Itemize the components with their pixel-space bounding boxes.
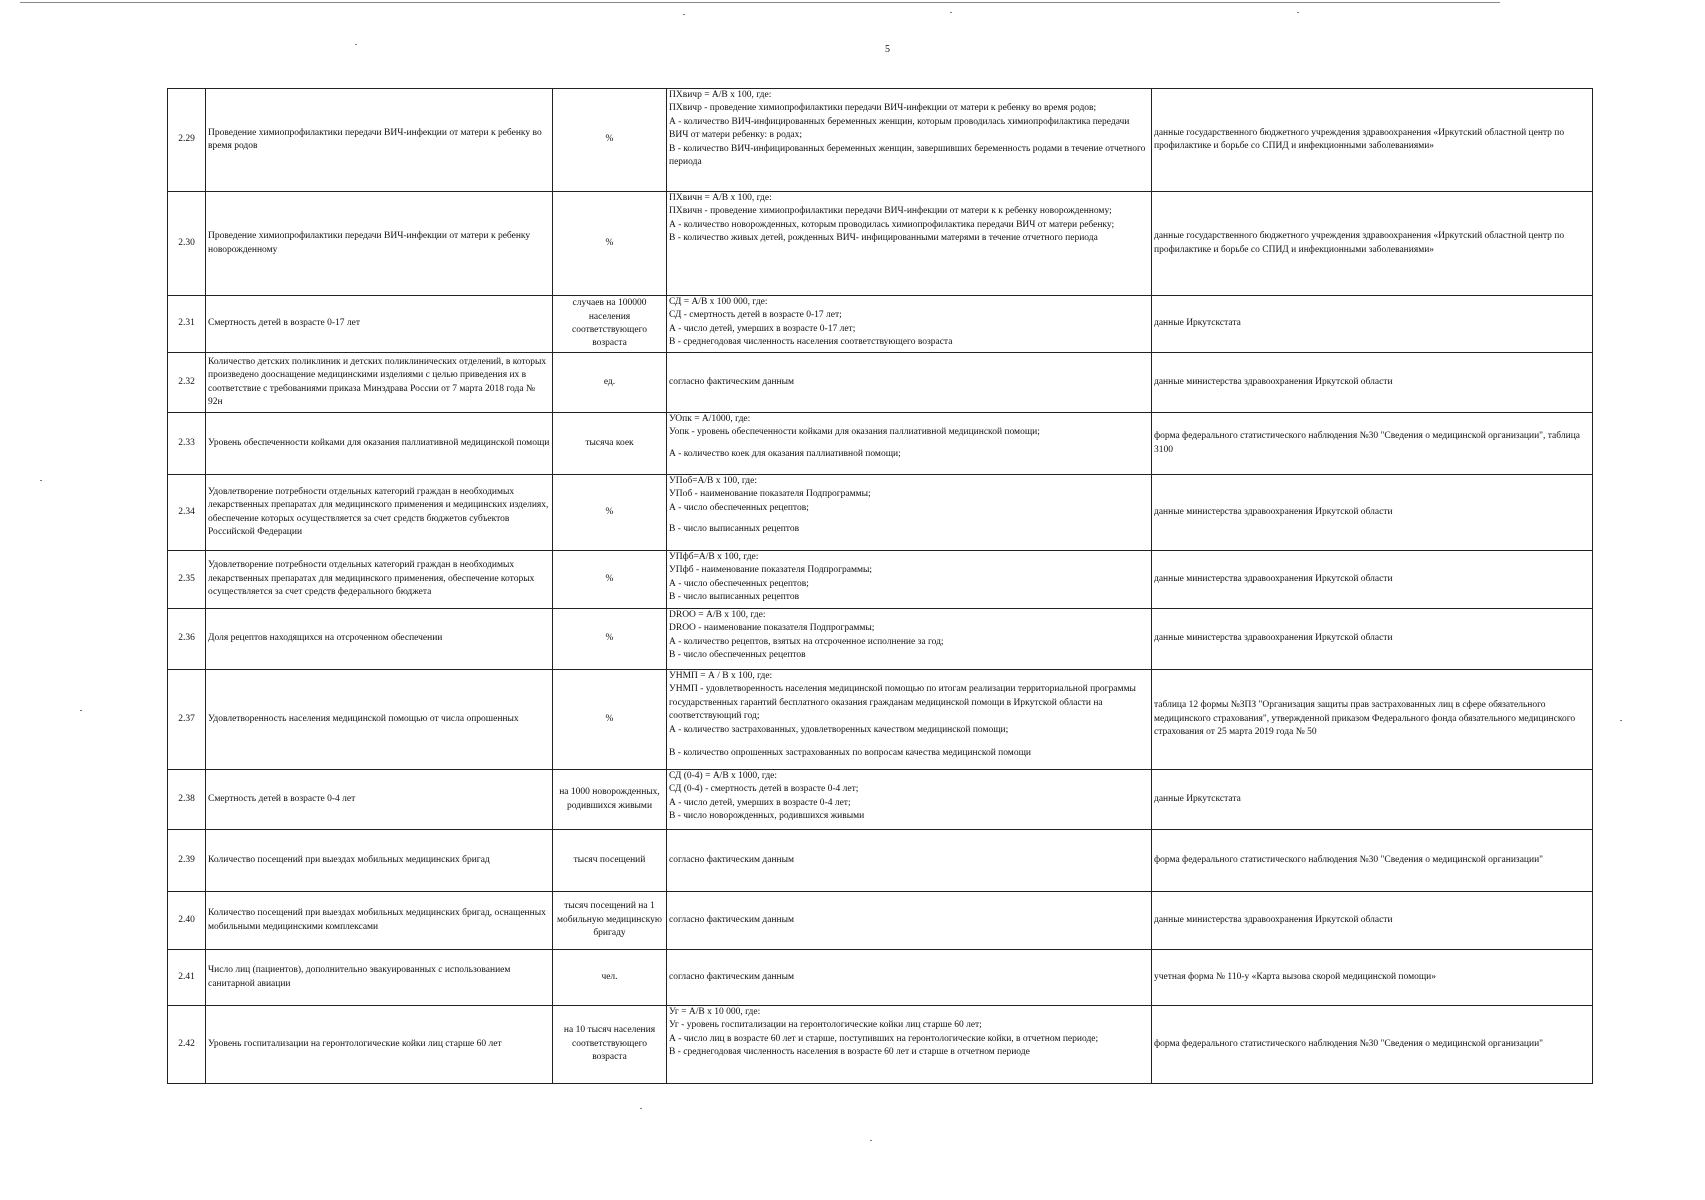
method-line: УПоб=А/В х 100, где: xyxy=(669,476,757,486)
method-line: согласно фактическим данным xyxy=(669,914,795,925)
table-row xyxy=(168,353,1593,413)
unit-of-measure: чел. xyxy=(553,950,667,1006)
row-number: 2.37 xyxy=(168,670,206,770)
indicator-name: Количество посещений при выездах мобильных медицинских бригад xyxy=(206,830,553,892)
method-line: А - количество новорожденных, которым проводилась химиопрофилактика передачи ВИЧ от матери ребенку; xyxy=(669,219,1115,230)
method-line: УНМП - удовлетворенность населения медицинской помощью по итогам реализации территориальной программы государственных гарантий бесплатного оказания гражданам медицинской помощи в Иркутской области на соответствующий год; xyxy=(669,684,1136,722)
calculation-method xyxy=(667,353,1152,413)
indicator-name: Уровень обеспеченности койками для оказания паллиативной медицинской помощи xyxy=(206,413,553,475)
scan-speck xyxy=(640,1108,642,1109)
method-line: УНМП = А / В х 100, где: xyxy=(669,671,773,681)
table-row xyxy=(168,551,1593,609)
row-number: 2.30 xyxy=(168,192,206,296)
row-number: 2.39 xyxy=(168,830,206,892)
method-line: СД = А/В х 100 000, где: xyxy=(669,297,768,307)
page-number: 5 xyxy=(885,44,890,55)
method-line: А - количество застрахованных, удовлетворенных качеством медицинской помощи; xyxy=(669,724,1009,735)
unit-of-measure: случаев на 100000 населения соответствующего возраста xyxy=(553,296,667,353)
data-source: таблица 12 формы №ЗПЗ "Организация защиты прав застрахованных лиц в сфере обязательного медицинского страхования", утвержденной приказом Федерального фонда обязательного медицинского страхования от 25 марта 2019 года № 50 xyxy=(1152,670,1593,770)
method-line: ПХвичн - проведение химиопрофилактики передачи ВИЧ-инфекции от матери к к ребенку новорожденному; xyxy=(669,206,1112,217)
data-source: данные министерства здравоохранения Иркутской области xyxy=(1152,475,1593,551)
calculation-method xyxy=(667,413,1152,475)
method-line: А - количество рецептов, взятых на отсроченное исполнение за год; xyxy=(669,636,944,647)
calculation-method xyxy=(667,892,1152,950)
data-source: учетная форма № 110-у «Карта вызова скорой медицинской помощи» xyxy=(1152,950,1593,1006)
indicator-name: Удовлетворение потребности отдельных категорий граждан в необходимых лекарственных препаратах для медицинского применения, обеспечение которых осуществляется за счет средств федерального бюджета xyxy=(206,551,553,609)
row-number: 2.42 xyxy=(168,1006,206,1084)
method-line: ПХвичр = А/В х 100, где: xyxy=(669,90,772,100)
unit-of-measure: ед. xyxy=(553,353,667,413)
unit-of-measure: тысяча коек xyxy=(553,413,667,475)
table-row xyxy=(168,413,1593,475)
row-number: 2.31 xyxy=(168,296,206,353)
data-source: данные министерства здравоохранения Иркутской области xyxy=(1152,353,1593,413)
calculation-method xyxy=(667,475,1152,551)
data-source: форма федерального статистического наблюдения №30 "Сведения о медицинской организации" xyxy=(1152,1006,1593,1084)
page-top-rule xyxy=(20,2,1500,3)
row-number: 2.41 xyxy=(168,950,206,1006)
scan-speck xyxy=(355,44,357,45)
row-number: 2.32 xyxy=(168,353,206,413)
calculation-method xyxy=(667,551,1152,609)
indicator-name: Уровень госпитализации на геронтологические койки лиц старше 60 лет xyxy=(206,1006,553,1084)
method-line: УОпк = А/1000, где: xyxy=(669,414,751,424)
indicator-name: Смертность детей в возрасте 0-4 лет xyxy=(206,770,553,830)
method-line: А - число лиц в возрасте 60 лет и старше, поступивших на геронтологические койки, в отчетном периоде; xyxy=(669,1033,1099,1044)
method-line: А - число детей, умерших в возрасте 0-4 лет; xyxy=(669,797,851,808)
row-number: 2.40 xyxy=(168,892,206,950)
method-line: Уг = А/В х 10 000, где: xyxy=(669,1007,761,1017)
calculation-method xyxy=(667,830,1152,892)
indicator-name: Количество детских поликлиник и детских поликлинических отделений, в которых произведено дооснащение медицинскими изделиями с целью приведения их в соответствие с требованиями приказа Минздрава России от 7 марта 2018 года № 92н xyxy=(206,353,553,413)
table-row xyxy=(168,1006,1593,1084)
calculation-method xyxy=(667,192,1152,296)
method-line: СД (0-4) - смертность детей в возрасте 0-4 лет; xyxy=(669,784,859,795)
calculation-method xyxy=(667,1006,1152,1084)
calculation-method xyxy=(667,296,1152,353)
table-row xyxy=(168,770,1593,830)
unit-of-measure: % xyxy=(553,609,667,670)
indicator-name: Доля рецептов находящихся на отсроченном обеспечении xyxy=(206,609,553,670)
table-row xyxy=(168,89,1593,192)
method-line: согласно фактическим данным xyxy=(669,854,795,865)
method-line: В - количество опрошенных застрахованных по вопросам качества медицинской помощи xyxy=(669,748,1031,759)
unit-of-measure: на 10 тысяч населения соответствующего возраста xyxy=(553,1006,667,1084)
row-number: 2.36 xyxy=(168,609,206,670)
method-line: ПХвичн = А/В х 100, где: xyxy=(669,193,772,203)
indicator-name: Количество посещений при выездах мобильных медицинских бригад, оснащенных мобильными медицинскими комплексами xyxy=(206,892,553,950)
method-line: DROO - наименование показателя Подпрограммы; xyxy=(669,623,875,634)
data-source: данные государственного бюджетного учреждения здравоохранения «Иркутский областной центр по профилактике и борьбе со СПИД и инфекционными заболеваниями» xyxy=(1152,89,1593,192)
table-row xyxy=(168,296,1593,353)
data-source: данные государственного бюджетного учреждения здравоохранения «Иркутский областной центр по профилактике и борьбе со СПИД и инфекционными заболеваниями» xyxy=(1152,192,1593,296)
method-line: А - количество ВИЧ-инфицированных беременных женщин, которым проводилась химиопрофилактика передачи ВИЧ от матери ребенку: в родах; xyxy=(669,116,1130,141)
unit-of-measure: на 1000 новорожденных, родившихся живыми xyxy=(553,770,667,830)
method-line: В - число новорожденных, родившихся живыми xyxy=(669,811,865,822)
row-number: 2.34 xyxy=(168,475,206,551)
table-row xyxy=(168,609,1593,670)
method-line: СД - смертность детей в возрасте 0-17 лет; xyxy=(669,310,842,321)
indicator-name: Проведение химиопрофилактики передачи ВИЧ-инфекции от матери к ребенку во время родов xyxy=(206,89,553,192)
method-line: УПфб - наименование показателя Подпрограммы; xyxy=(669,565,873,576)
indicator-name: Удовлетворенность населения медицинской помощью от числа опрошенных xyxy=(206,670,553,770)
scan-speck xyxy=(683,14,685,15)
calculation-method xyxy=(667,770,1152,830)
method-line: В - среднегодовая численность населения в возрасте 60 лет и старше в отчетном периоде xyxy=(669,1047,1030,1058)
method-line: УПоб - наименование показателя Подпрограммы; xyxy=(669,489,871,500)
method-line: В - число обеспеченных рецептов xyxy=(669,650,806,661)
method-line: А - число обеспеченных рецептов; xyxy=(669,578,809,589)
table-row xyxy=(168,192,1593,296)
indicators-table xyxy=(167,88,1593,1084)
table-row xyxy=(168,670,1593,770)
calculation-method xyxy=(667,950,1152,1006)
method-line: В - число выписанных рецептов xyxy=(669,592,800,603)
table-row xyxy=(168,830,1593,892)
data-source: данные Иркутскстата xyxy=(1152,296,1593,353)
unit-of-measure: % xyxy=(553,551,667,609)
unit-of-measure: % xyxy=(553,192,667,296)
indicator-name: Смертность детей в возрасте 0-17 лет xyxy=(206,296,553,353)
method-line: Уг - уровень госпитализации на геронтологические койки лиц старше 60 лет; xyxy=(669,1020,982,1031)
method-line: согласно фактическим данным xyxy=(669,971,795,982)
indicator-name: Проведение химиопрофилактики передачи ВИЧ-инфекции от матери к ребенку новорожденному xyxy=(206,192,553,296)
method-line: А - число детей, умерших в возрасте 0-17 лет; xyxy=(669,323,856,334)
row-number: 2.38 xyxy=(168,770,206,830)
scan-speck xyxy=(40,480,42,481)
unit-of-measure: тысяч посещений xyxy=(553,830,667,892)
method-line: В - число выписанных рецептов xyxy=(669,524,800,535)
calculation-method xyxy=(667,89,1152,192)
table-row xyxy=(168,892,1593,950)
scan-speck xyxy=(1297,12,1299,13)
method-line: ПХвичр - проведение химиопрофилактики передачи ВИЧ-инфекции от матери к ребенку во время родов; xyxy=(669,103,1097,114)
data-source: форма федерального статистического наблюдения №30 "Сведения о медицинской организации", таблица 3100 xyxy=(1152,413,1593,475)
table-row xyxy=(168,950,1593,1006)
calculation-method xyxy=(667,609,1152,670)
method-line: СД (0-4) = А/В х 1000, где: xyxy=(669,771,778,781)
row-number: 2.35 xyxy=(168,551,206,609)
method-line: В - среднегодовая численность населения соответствующего возраста xyxy=(669,337,953,348)
indicator-name: Удовлетворение потребности отдельных категорий граждан в необходимых лекарственных препаратах для медицинского применения и медицинских изделиях, обеспечение которых осуществляется за счет средств бюджетов субъектов Российской Федерации xyxy=(206,475,553,551)
table-row xyxy=(168,475,1593,551)
scan-speck xyxy=(870,1140,872,1141)
indicator-name: Число лиц (пациентов), дополнительно эвакуированных с использованием санитарной авиации xyxy=(206,950,553,1006)
method-line: А - число обеспеченных рецептов; xyxy=(669,502,809,513)
method-line: В - количество ВИЧ-инфицированных беременных женщин, завершивших беременность родами в течение отчетного периода xyxy=(669,143,1146,168)
method-line: согласно фактическим данным xyxy=(669,376,795,387)
unit-of-measure: % xyxy=(553,475,667,551)
scan-speck xyxy=(80,710,82,711)
calculation-method xyxy=(667,670,1152,770)
data-source: данные Иркутскстата xyxy=(1152,770,1593,830)
method-line: УПфб=А/В х 100, где: xyxy=(669,552,759,562)
data-source: данные министерства здравоохранения Иркутской области xyxy=(1152,892,1593,950)
unit-of-measure: % xyxy=(553,670,667,770)
unit-of-measure: тысяч посещений на 1 мобильную медицинскую бригаду xyxy=(553,892,667,950)
unit-of-measure: % xyxy=(553,89,667,192)
scan-speck xyxy=(950,12,952,13)
data-source: данные министерства здравоохранения Иркутской области xyxy=(1152,551,1593,609)
method-line: В - количество живых детей, рожденных ВИЧ- инфицированными матерями в течение отчетного периода xyxy=(669,233,1098,244)
row-number: 2.29 xyxy=(168,89,206,192)
method-line: DROO = А/В х 100, где: xyxy=(669,610,766,620)
scan-speck xyxy=(1620,720,1622,721)
method-line: Уопк - уровень обеспеченности койками для оказания паллиативной медицинской помощи; xyxy=(669,427,1040,438)
row-number: 2.33 xyxy=(168,413,206,475)
data-source: данные министерства здравоохранения Иркутской области xyxy=(1152,609,1593,670)
data-source: форма федерального статистического наблюдения №30 "Сведения о медицинской организации" xyxy=(1152,830,1593,892)
method-line: А - количество коек для оказания паллиативной помощи; xyxy=(669,448,901,459)
